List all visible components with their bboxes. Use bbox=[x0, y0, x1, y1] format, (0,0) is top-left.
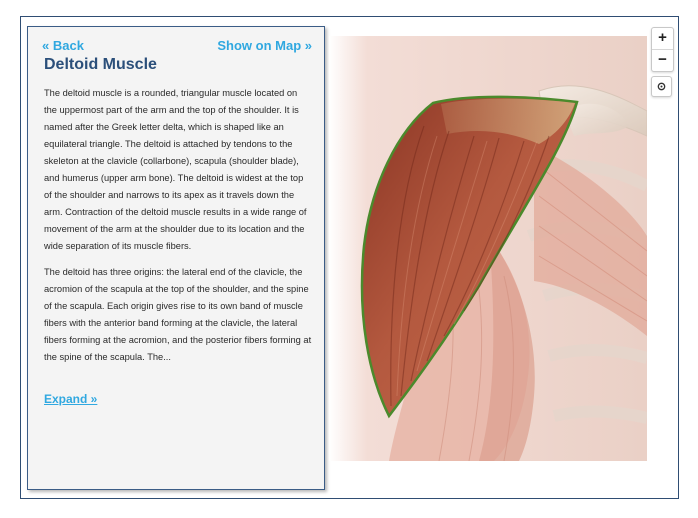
reset-view-icon bbox=[652, 82, 671, 91]
show-on-map-link[interactable]: Show on Map » bbox=[217, 38, 312, 53]
reset-view-button[interactable] bbox=[651, 76, 672, 97]
description-paragraph: The deltoid muscle is a rounded, triangular muscle located on the uppermost part of the arm and the top of the shoulder. It is named after the Greek letter delta, which is shaped like an equilateral triangle. The deltoid is attached by tendons to the skeleton at the clavicle (collarbone), scapula (shoulder blade), and humerus (upper arm bone). The deltoid is widest at the top of the shoulder and narrows to its apex as it travels down the arm. Contraction of the deltoid muscle results in a wide range of movement of the arm at the shoulder due to its location and the wide separation of its muscle fibers. bbox=[44, 88, 307, 251]
zoom-in-button[interactable]: + bbox=[658, 29, 667, 46]
info-panel bbox=[27, 26, 325, 490]
zoom-controls bbox=[651, 27, 674, 72]
back-link[interactable]: « Back bbox=[42, 38, 84, 53]
expand-link[interactable]: Expand » bbox=[44, 392, 98, 406]
anatomy-viewer[interactable] bbox=[329, 36, 647, 461]
shoulder-anatomy-illustration bbox=[329, 36, 647, 461]
article-description bbox=[44, 85, 312, 375]
zoom-out-button[interactable]: − bbox=[652, 49, 673, 71]
description-paragraph: The deltoid has three origins: the lateral end of the clavicle, the acromion of the scapula at the top of the shoulder, and the spine of the scapula. Each origin gives rise to its own band of muscle fibers with the anterior band forming at the clavicle, the lateral fibers forming at the acromion, and the posterior fibers forming at the spine of the scapula. The... bbox=[44, 267, 312, 362]
page-title: Deltoid Muscle bbox=[44, 56, 157, 73]
